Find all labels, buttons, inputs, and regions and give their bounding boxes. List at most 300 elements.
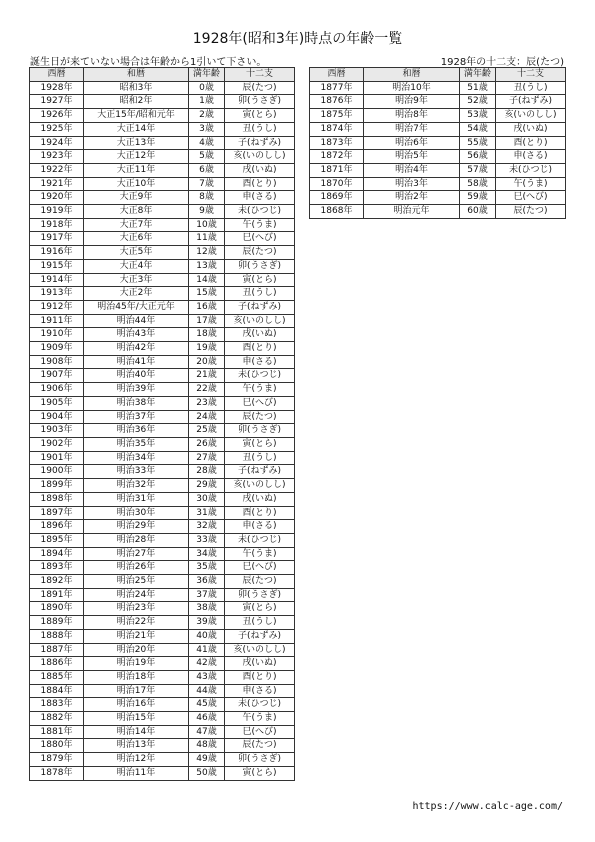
cell-eto: 子(ねずみ)	[225, 465, 295, 479]
cell-eto: 寅(とら)	[225, 766, 295, 780]
cell-wareki: 明治4年	[364, 163, 460, 177]
cell-eto: 酉(とり)	[225, 670, 295, 684]
cell-age: 2歳	[189, 109, 225, 123]
table-row	[30, 629, 295, 643]
table-row	[30, 300, 295, 314]
cell-wareki: 明治13年	[84, 739, 189, 753]
cell-eto: 巳(へび)	[496, 191, 566, 205]
cell-seireki: 1895年	[30, 533, 84, 547]
table-row	[30, 643, 295, 657]
cell-age: 57歳	[460, 163, 496, 177]
table-row	[30, 314, 295, 328]
cell-eto: 酉(とり)	[225, 177, 295, 191]
cell-age: 47歳	[189, 725, 225, 739]
cell-seireki: 1887年	[30, 643, 84, 657]
cell-wareki: 明治3年	[364, 177, 460, 191]
cell-seireki: 1892年	[30, 575, 84, 589]
table-row	[30, 670, 295, 684]
cell-age: 42歳	[189, 657, 225, 671]
table-row	[30, 163, 295, 177]
cell-seireki: 1915年	[30, 259, 84, 273]
cell-wareki: 明治30年	[84, 506, 189, 520]
cell-eto: 酉(とり)	[496, 136, 566, 150]
cell-seireki: 1928年	[30, 81, 84, 95]
cell-wareki: 明治16年	[84, 698, 189, 712]
table-row	[30, 273, 295, 287]
cell-seireki: 1874年	[310, 122, 364, 136]
cell-age: 59歳	[460, 191, 496, 205]
cell-seireki: 1894年	[30, 547, 84, 561]
cell-eto: 丑(うし)	[225, 616, 295, 630]
cell-seireki: 1885年	[30, 670, 84, 684]
cell-seireki: 1871年	[310, 163, 364, 177]
cell-wareki: 明治11年	[84, 766, 189, 780]
cell-age: 27歳	[189, 451, 225, 465]
cell-wareki: 明治7年	[364, 122, 460, 136]
cell-age: 36歳	[189, 575, 225, 589]
table-row	[30, 150, 295, 164]
table-row	[310, 191, 566, 205]
cell-wareki: 明治36年	[84, 424, 189, 438]
cell-age: 44歳	[189, 684, 225, 698]
table-body-right	[310, 81, 566, 218]
age-table-left	[29, 67, 295, 781]
cell-wareki: 明治18年	[84, 670, 189, 684]
cell-wareki: 明治42年	[84, 342, 189, 356]
cell-seireki: 1890年	[30, 602, 84, 616]
cell-seireki: 1902年	[30, 437, 84, 451]
cell-seireki: 1879年	[30, 753, 84, 767]
table-row	[30, 232, 295, 246]
cell-seireki: 1921年	[30, 177, 84, 191]
cell-age: 51歳	[460, 81, 496, 95]
cell-seireki: 1925年	[30, 122, 84, 136]
cell-age: 24歳	[189, 410, 225, 424]
table-row	[30, 465, 295, 479]
table-row	[30, 739, 295, 753]
cell-age: 60歳	[460, 205, 496, 219]
cell-eto: 子(ねずみ)	[496, 95, 566, 109]
header-wareki: 和暦	[364, 68, 460, 82]
cell-eto: 辰(たつ)	[496, 205, 566, 219]
table-row	[30, 616, 295, 630]
cell-seireki: 1883年	[30, 698, 84, 712]
cell-eto: 子(ねずみ)	[225, 629, 295, 643]
cell-age: 52歳	[460, 95, 496, 109]
table-row	[30, 698, 295, 712]
cell-eto: 未(ひつじ)	[225, 698, 295, 712]
cell-age: 48歳	[189, 739, 225, 753]
cell-eto: 戌(いぬ)	[225, 163, 295, 177]
cell-age: 20歳	[189, 355, 225, 369]
cell-age: 19歳	[189, 342, 225, 356]
cell-eto: 亥(いのしし)	[225, 314, 295, 328]
cell-age: 28歳	[189, 465, 225, 479]
cell-age: 32歳	[189, 520, 225, 534]
table-row	[310, 163, 566, 177]
cell-eto: 酉(とり)	[225, 506, 295, 520]
cell-age: 29歳	[189, 479, 225, 493]
cell-eto: 寅(とら)	[225, 109, 295, 123]
table-row	[30, 122, 295, 136]
cell-age: 38歳	[189, 602, 225, 616]
table-row	[30, 588, 295, 602]
table-row	[30, 657, 295, 671]
table-row	[30, 575, 295, 589]
cell-eto: 戌(いぬ)	[225, 328, 295, 342]
cell-eto: 戌(いぬ)	[496, 122, 566, 136]
cell-wareki: 明治21年	[84, 629, 189, 643]
header-seireki: 西暦	[30, 68, 84, 82]
cell-seireki: 1919年	[30, 205, 84, 219]
table-row	[30, 561, 295, 575]
cell-seireki: 1923年	[30, 150, 84, 164]
cell-eto: 未(ひつじ)	[225, 369, 295, 383]
cell-eto: 戌(いぬ)	[225, 492, 295, 506]
cell-age: 15歳	[189, 287, 225, 301]
cell-eto: 午(うま)	[496, 177, 566, 191]
cell-age: 8歳	[189, 191, 225, 205]
cell-seireki: 1882年	[30, 712, 84, 726]
cell-wareki: 大正13年	[84, 136, 189, 150]
cell-eto: 酉(とり)	[225, 342, 295, 356]
cell-age: 43歳	[189, 670, 225, 684]
header-wareki: 和暦	[84, 68, 189, 82]
cell-age: 40歳	[189, 629, 225, 643]
cell-age: 39歳	[189, 616, 225, 630]
cell-seireki: 1873年	[310, 136, 364, 150]
cell-seireki: 1903年	[30, 424, 84, 438]
cell-age: 55歳	[460, 136, 496, 150]
table-row	[30, 533, 295, 547]
table-row	[30, 342, 295, 356]
cell-wareki: 大正7年	[84, 218, 189, 232]
cell-seireki: 1898年	[30, 492, 84, 506]
table-row	[30, 520, 295, 534]
cell-age: 22歳	[189, 383, 225, 397]
cell-wareki: 明治5年	[364, 150, 460, 164]
cell-wareki: 明治2年	[364, 191, 460, 205]
cell-seireki: 1899年	[30, 479, 84, 493]
cell-wareki: 明治12年	[84, 753, 189, 767]
header-seireki: 西暦	[310, 68, 364, 82]
cell-eto: 申(さる)	[496, 150, 566, 164]
cell-age: 17歳	[189, 314, 225, 328]
cell-eto: 卯(うさぎ)	[225, 588, 295, 602]
cell-wareki: 大正2年	[84, 287, 189, 301]
table-row	[30, 547, 295, 561]
cell-age: 34歳	[189, 547, 225, 561]
cell-eto: 子(ねずみ)	[225, 136, 295, 150]
cell-seireki: 1893年	[30, 561, 84, 575]
cell-wareki: 大正11年	[84, 163, 189, 177]
cell-wareki: 明治28年	[84, 533, 189, 547]
table-row	[310, 95, 566, 109]
cell-seireki: 1913年	[30, 287, 84, 301]
birthday-note: 誕生日が来ていない場合は年齢から1引いて下さい。	[30, 57, 267, 68]
cell-wareki: 明治34年	[84, 451, 189, 465]
cell-age: 18歳	[189, 328, 225, 342]
cell-seireki: 1891年	[30, 588, 84, 602]
cell-age: 33歳	[189, 533, 225, 547]
table-row	[30, 410, 295, 424]
cell-wareki: 大正5年	[84, 246, 189, 260]
table-row	[30, 259, 295, 273]
cell-eto: 亥(いのしし)	[225, 479, 295, 493]
cell-age: 4歳	[189, 136, 225, 150]
cell-age: 23歳	[189, 396, 225, 410]
cell-wareki: 明治17年	[84, 684, 189, 698]
cell-wareki: 大正12年	[84, 150, 189, 164]
cell-wareki: 大正3年	[84, 273, 189, 287]
table-row	[30, 479, 295, 493]
cell-wareki: 明治38年	[84, 396, 189, 410]
cell-seireki: 1872年	[310, 150, 364, 164]
cell-seireki: 1884年	[30, 684, 84, 698]
table-row	[30, 424, 295, 438]
cell-seireki: 1897年	[30, 506, 84, 520]
cell-wareki: 明治43年	[84, 328, 189, 342]
cell-eto: 丑(うし)	[225, 451, 295, 465]
cell-seireki: 1886年	[30, 657, 84, 671]
cell-wareki: 明治6年	[364, 136, 460, 150]
cell-wareki: 大正6年	[84, 232, 189, 246]
cell-eto: 未(ひつじ)	[225, 205, 295, 219]
header-eto: 十二支	[496, 68, 566, 82]
cell-wareki: 明治20年	[84, 643, 189, 657]
cell-seireki: 1918年	[30, 218, 84, 232]
cell-seireki: 1909年	[30, 342, 84, 356]
cell-eto: 卯(うさぎ)	[225, 753, 295, 767]
cell-eto: 辰(たつ)	[225, 575, 295, 589]
cell-eto: 午(うま)	[225, 712, 295, 726]
table-row	[310, 177, 566, 191]
cell-seireki: 1922年	[30, 163, 84, 177]
table-row	[30, 191, 295, 205]
table-row	[30, 355, 295, 369]
cell-wareki: 明治22年	[84, 616, 189, 630]
cell-eto: 申(さる)	[225, 191, 295, 205]
table-row	[30, 437, 295, 451]
year-eto-info: 1928年の十二支：辰(たつ)	[440, 57, 564, 68]
header-age: 満年齢	[460, 68, 496, 82]
cell-seireki: 1878年	[30, 766, 84, 780]
table-row	[30, 136, 295, 150]
table-row	[310, 122, 566, 136]
table-header-row	[310, 68, 566, 82]
table-row	[30, 753, 295, 767]
cell-wareki: 明治15年	[84, 712, 189, 726]
cell-seireki: 1869年	[310, 191, 364, 205]
cell-wareki: 大正15年/昭和元年	[84, 109, 189, 123]
cell-wareki: 明治9年	[364, 95, 460, 109]
cell-eto: 丑(うし)	[225, 122, 295, 136]
cell-age: 16歳	[189, 300, 225, 314]
cell-eto: 申(さる)	[225, 355, 295, 369]
cell-eto: 辰(たつ)	[225, 246, 295, 260]
cell-age: 7歳	[189, 177, 225, 191]
cell-seireki: 1927年	[30, 95, 84, 109]
table-row	[310, 150, 566, 164]
cell-age: 46歳	[189, 712, 225, 726]
cell-wareki: 昭和2年	[84, 95, 189, 109]
cell-age: 10歳	[189, 218, 225, 232]
cell-eto: 巳(へび)	[225, 561, 295, 575]
cell-eto: 寅(とら)	[225, 437, 295, 451]
cell-wareki: 明治33年	[84, 465, 189, 479]
cell-wareki: 明治8年	[364, 109, 460, 123]
table-row	[310, 81, 566, 95]
table-row	[30, 506, 295, 520]
cell-eto: 午(うま)	[225, 383, 295, 397]
cell-wareki: 明治10年	[364, 81, 460, 95]
cell-wareki: 明治23年	[84, 602, 189, 616]
cell-seireki: 1888年	[30, 629, 84, 643]
cell-age: 5歳	[189, 150, 225, 164]
cell-seireki: 1924年	[30, 136, 84, 150]
cell-seireki: 1920年	[30, 191, 84, 205]
cell-eto: 卯(うさぎ)	[225, 95, 295, 109]
cell-seireki: 1900年	[30, 465, 84, 479]
cell-wareki: 明治40年	[84, 369, 189, 383]
cell-eto: 丑(うし)	[225, 287, 295, 301]
cell-seireki: 1881年	[30, 725, 84, 739]
table-row	[30, 383, 295, 397]
cell-wareki: 明治25年	[84, 575, 189, 589]
cell-wareki: 明治44年	[84, 314, 189, 328]
cell-wareki: 昭和3年	[84, 81, 189, 95]
cell-seireki: 1880年	[30, 739, 84, 753]
table-row	[30, 451, 295, 465]
table-row	[30, 287, 295, 301]
cell-eto: 巳(へび)	[225, 232, 295, 246]
cell-eto: 卯(うさぎ)	[225, 259, 295, 273]
cell-eto: 申(さる)	[225, 520, 295, 534]
table-row	[30, 725, 295, 739]
table-row	[30, 712, 295, 726]
cell-seireki: 1904年	[30, 410, 84, 424]
cell-seireki: 1914年	[30, 273, 84, 287]
cell-seireki: 1870年	[310, 177, 364, 191]
cell-wareki: 大正4年	[84, 259, 189, 273]
cell-wareki: 明治24年	[84, 588, 189, 602]
cell-seireki: 1906年	[30, 383, 84, 397]
cell-seireki: 1889年	[30, 616, 84, 630]
cell-age: 21歳	[189, 369, 225, 383]
site-url: https://www.calc-age.com/	[412, 801, 563, 812]
cell-seireki: 1868年	[310, 205, 364, 219]
page-title: 1928年(昭和3年)時点の年齢一覧	[192, 31, 403, 47]
cell-seireki: 1926年	[30, 109, 84, 123]
table-body-left	[30, 81, 295, 780]
cell-wareki: 大正14年	[84, 122, 189, 136]
table-row	[310, 205, 566, 219]
table-row	[30, 766, 295, 780]
cell-age: 6歳	[189, 163, 225, 177]
cell-seireki: 1877年	[310, 81, 364, 95]
cell-seireki: 1908年	[30, 355, 84, 369]
cell-seireki: 1876年	[310, 95, 364, 109]
header-eto: 十二支	[225, 68, 295, 82]
table-row	[30, 109, 295, 123]
table-row	[30, 81, 295, 95]
cell-age: 11歳	[189, 232, 225, 246]
cell-wareki: 明治45年/大正元年	[84, 300, 189, 314]
cell-seireki: 1917年	[30, 232, 84, 246]
cell-eto: 辰(たつ)	[225, 410, 295, 424]
cell-age: 25歳	[189, 424, 225, 438]
cell-eto: 亥(いのしし)	[225, 643, 295, 657]
cell-age: 1歳	[189, 95, 225, 109]
cell-eto: 辰(たつ)	[225, 739, 295, 753]
table-header-row	[30, 68, 295, 82]
cell-age: 45歳	[189, 698, 225, 712]
cell-age: 41歳	[189, 643, 225, 657]
table-row	[30, 218, 295, 232]
table-row	[30, 177, 295, 191]
cell-eto: 亥(いのしし)	[496, 109, 566, 123]
cell-age: 12歳	[189, 246, 225, 260]
cell-wareki: 明治41年	[84, 355, 189, 369]
cell-age: 9歳	[189, 205, 225, 219]
cell-wareki: 明治19年	[84, 657, 189, 671]
cell-seireki: 1910年	[30, 328, 84, 342]
cell-seireki: 1905年	[30, 396, 84, 410]
cell-eto: 午(うま)	[225, 547, 295, 561]
cell-eto: 巳(へび)	[225, 396, 295, 410]
cell-eto: 午(うま)	[225, 218, 295, 232]
table-row	[30, 602, 295, 616]
table-row	[30, 328, 295, 342]
cell-eto: 未(ひつじ)	[496, 163, 566, 177]
cell-eto: 巳(へび)	[225, 725, 295, 739]
cell-wareki: 明治26年	[84, 561, 189, 575]
cell-age: 13歳	[189, 259, 225, 273]
cell-seireki: 1911年	[30, 314, 84, 328]
age-table-right	[309, 67, 566, 219]
cell-seireki: 1896年	[30, 520, 84, 534]
cell-age: 26歳	[189, 437, 225, 451]
cell-eto: 卯(うさぎ)	[225, 424, 295, 438]
cell-wareki: 明治14年	[84, 725, 189, 739]
cell-seireki: 1907年	[30, 369, 84, 383]
cell-wareki: 大正9年	[84, 191, 189, 205]
cell-eto: 寅(とら)	[225, 273, 295, 287]
cell-seireki: 1901年	[30, 451, 84, 465]
cell-age: 58歳	[460, 177, 496, 191]
cell-wareki: 明治元年	[364, 205, 460, 219]
cell-wareki: 明治31年	[84, 492, 189, 506]
cell-age: 49歳	[189, 753, 225, 767]
cell-eto: 寅(とら)	[225, 602, 295, 616]
header-age: 満年齢	[189, 68, 225, 82]
table-row	[30, 684, 295, 698]
cell-eto: 戌(いぬ)	[225, 657, 295, 671]
cell-eto: 辰(たつ)	[225, 81, 295, 95]
cell-eto: 亥(いのしし)	[225, 150, 295, 164]
cell-wareki: 明治35年	[84, 437, 189, 451]
cell-wareki: 大正10年	[84, 177, 189, 191]
cell-age: 31歳	[189, 506, 225, 520]
cell-wareki: 明治39年	[84, 383, 189, 397]
cell-age: 30歳	[189, 492, 225, 506]
table-row	[310, 109, 566, 123]
cell-seireki: 1916年	[30, 246, 84, 260]
cell-wareki: 明治29年	[84, 520, 189, 534]
table-row	[30, 396, 295, 410]
table-row	[30, 95, 295, 109]
table-row	[310, 136, 566, 150]
